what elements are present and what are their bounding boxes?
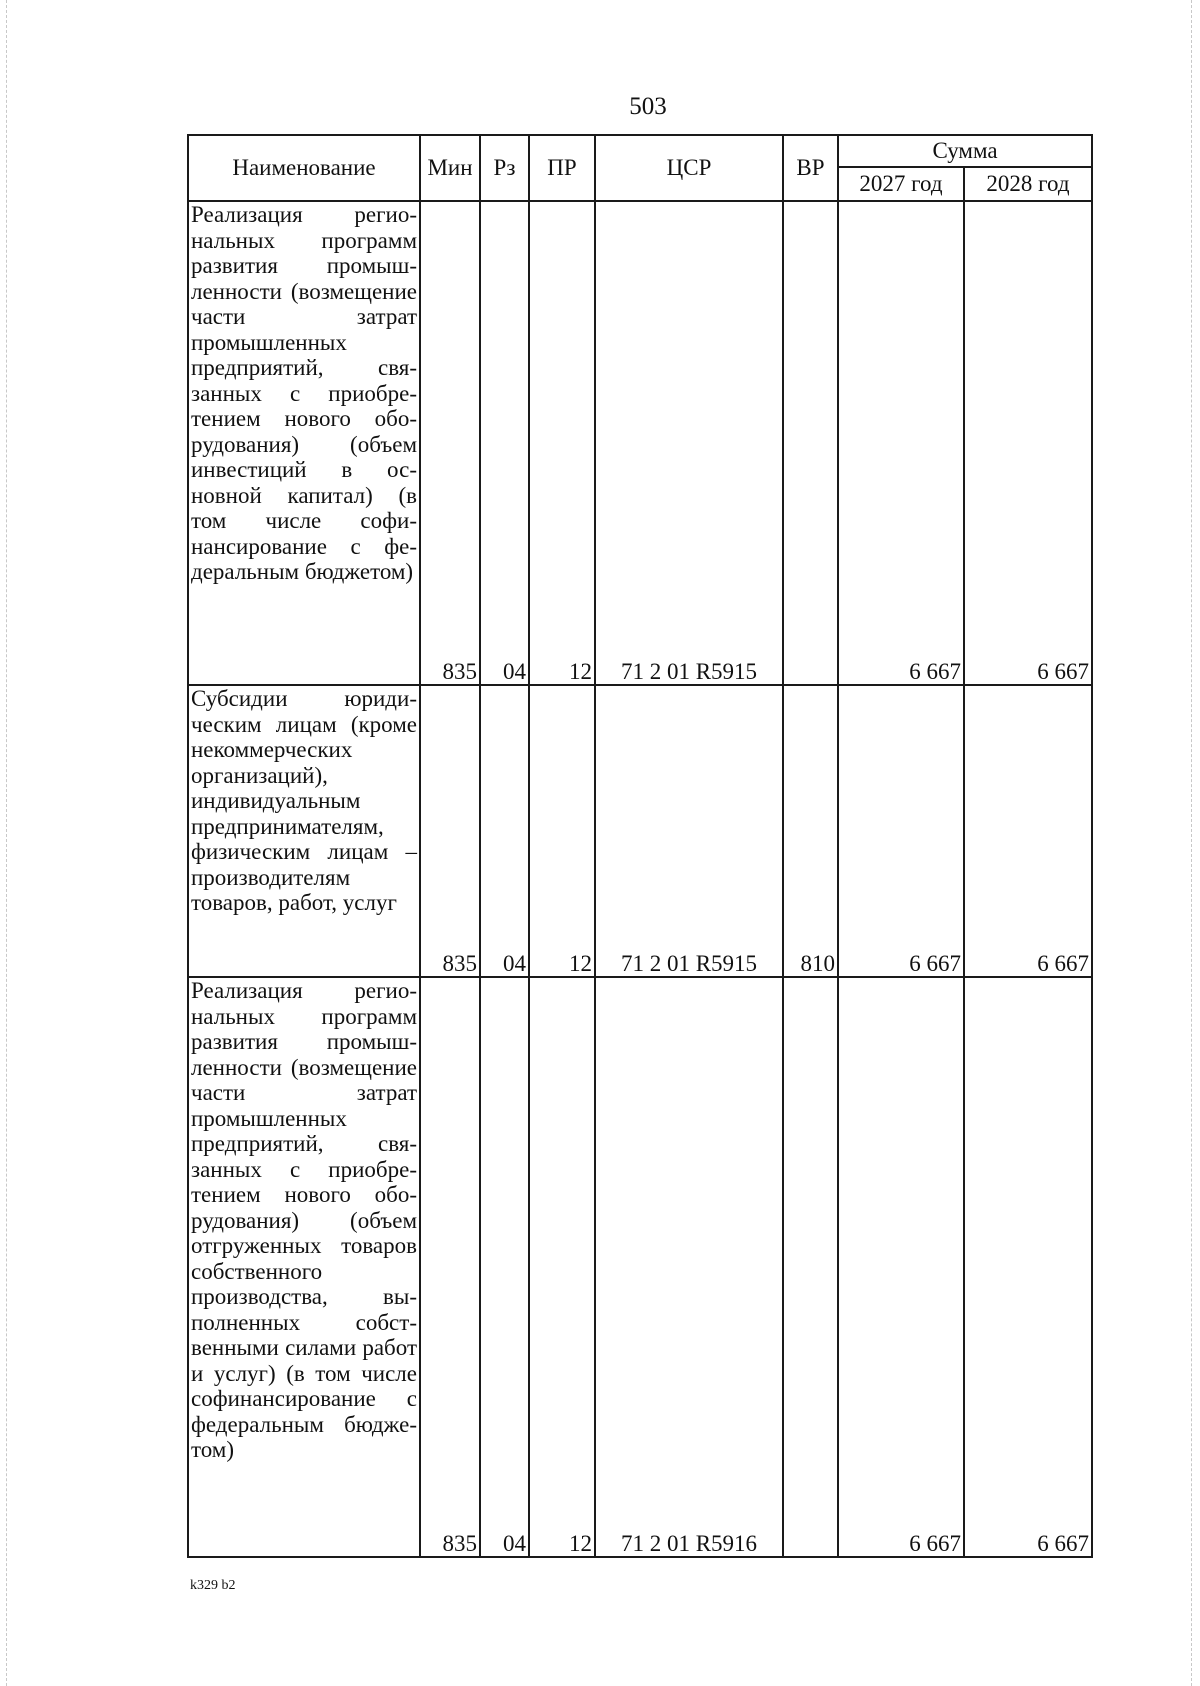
row-rz: 04 — [480, 977, 529, 1557]
row-rz: 04 — [480, 685, 529, 977]
header-year-2027: 2027 год — [838, 167, 964, 201]
page-number: 503 — [629, 93, 667, 120]
row-sum-2027: 6 667 — [838, 201, 964, 685]
row-rz: 04 — [480, 201, 529, 685]
row-pr: 12 — [529, 977, 595, 1557]
table-row — [188, 685, 1092, 977]
row-sum-2028: 6 667 — [964, 201, 1092, 685]
row-name: Реализация региональных программ развития промышленности (возмещение части затрат промышленных предприятий, связанных с приобретением нового оборудования) (объем инвестиций в основной капитал) (в том числе софинансирование с федеральным бюджетом) — [188, 201, 420, 685]
row-pr: 12 — [529, 201, 595, 685]
table-body — [188, 201, 1092, 1557]
scan-edge-right — [1191, 0, 1192, 1686]
header-vr: ВР — [783, 135, 838, 201]
budget-table — [187, 134, 1093, 1558]
header-year-2028: 2028 год — [964, 167, 1092, 201]
row-csr: 71 2 01 R5915 — [595, 201, 783, 685]
header-min: Мин — [420, 135, 480, 201]
row-sum-2027: 6 667 — [838, 685, 964, 977]
row-vr: 810 — [783, 685, 838, 977]
row-sum-2027: 6 667 — [838, 977, 964, 1557]
row-sum-2028: 6 667 — [964, 977, 1092, 1557]
header-pr: ПР — [529, 135, 595, 201]
row-min: 835 — [420, 201, 480, 685]
table-row — [188, 977, 1092, 1557]
row-csr: 71 2 01 R5915 — [595, 685, 783, 977]
row-vr — [783, 201, 838, 685]
header-rz: Рз — [480, 135, 529, 201]
footer-code: k329 b2 — [190, 1578, 236, 1593]
table-row — [188, 201, 1092, 685]
header-name: Наименование — [188, 135, 420, 201]
row-min: 835 — [420, 977, 480, 1557]
row-name: Реализация региональных программ развития промышленности (возмещение части затрат промышленных предприятий, связанных с приобретением нового оборудования) (объем отгруженных товаров собственного производства, выполненных собственными силами работ и услуг) (в том числе софинансирование с федеральным бюджетом) — [188, 977, 420, 1557]
scan-edge-left — [6, 0, 7, 1686]
row-vr — [783, 977, 838, 1557]
row-pr: 12 — [529, 685, 595, 977]
row-sum-2028: 6 667 — [964, 685, 1092, 977]
header-csr: ЦСР — [595, 135, 783, 201]
row-name: Субсидии юридическим лицам (кроме некоммерческих организаций), индивидуальным предпринимателям, физическим лицам – производителям товаров, работ, услуг — [188, 685, 420, 977]
row-min: 835 — [420, 685, 480, 977]
row-csr: 71 2 01 R5916 — [595, 977, 783, 1557]
table-header — [188, 135, 1092, 201]
header-sum: Сумма — [838, 135, 1092, 167]
